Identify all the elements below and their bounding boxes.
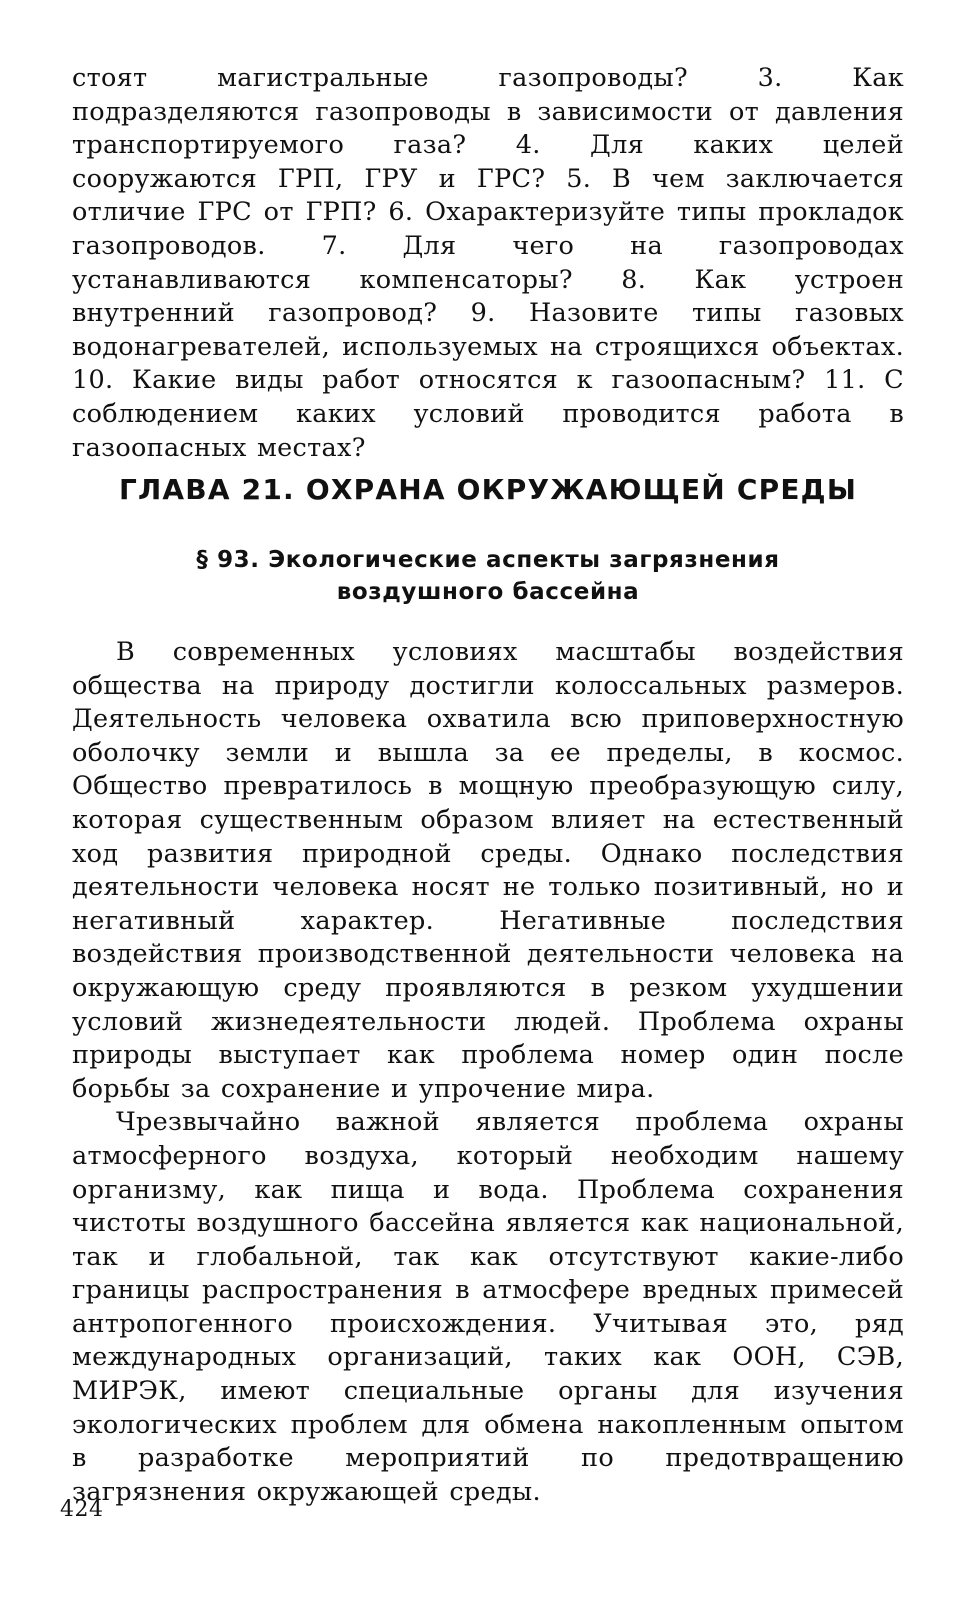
chapter-title: ГЛАВА 21. ОХРАНА ОКРУЖАЮЩЕЙ СРЕДЫ bbox=[118, 473, 858, 506]
review-questions-text: стоят магистральные газопроводы? 3. Как подразделяются газопроводы в зависимости от давления транспортируемого газа? 4. Для каких целей сооружаются ГРП, ГРУ и ГРС? 5. В чем заключается отличие ГРС от ГРП? 6. Охарактеризуйте типы прокладок газопроводов. 7. Для чего на газопроводах устанавливаются компенсаторы? 8. Как устроен внутренний газопровод? 9. Назовите типы газовых водонагревателей, используемых на строящихся объектах. 10. Какие виды работ относятся к газоопасным? 11. С соблюдением каких условий проводится работа в газоопасных местах? bbox=[72, 63, 904, 463]
section-body bbox=[72, 636, 904, 1509]
paragraph: Чрезвычайно важной является проблема охраны атмосферного воздуха, который необходим нашему организму, как пища и вода. Проблема сохранения чистоты воздушного бассейна является как национальной, так и глобальной, так как отсутствуют какие-либо границы распространения в атмосфере вредных примесей антропогенного происхождения. Учитывая это, ряд международных организаций, таких как ООН, СЭВ, МИРЭК, имеют специальные органы для изучения экологических проблем для обмена накопленным опытом в разработке мероприятий по предотвращению загрязнения окружающей среды. bbox=[72, 1107, 904, 1507]
section-title-line-2: воздушного бассейна bbox=[336, 579, 640, 605]
section-title bbox=[72, 544, 904, 608]
section-title-line-1: § 93. Экологические аспекты загрязнения bbox=[196, 547, 780, 573]
paragraph: В современных условиях масштабы воздействия общества на природу достигли колоссальных размеров. Деятельность человека охватила всю приповерхностную оболочку земли и вышла за ее пределы, в космос. Общество превратилось в мощную преобразующую силу, которая существенным образом влияет на естественный ход развития природной среды. Однако последствия деятельности человека носят не только позитивный, но и негативный характер. Негативные последствия воздействия производственной деятельности человека на окружающую среду проявляются в резком ухудшении условий жизнедеятельности людей. Проблема охраны природы выступает как проблема номер один после борьбы за сохранение и упрочение мира. bbox=[72, 637, 904, 1104]
page-number: 424 bbox=[60, 1497, 104, 1522]
